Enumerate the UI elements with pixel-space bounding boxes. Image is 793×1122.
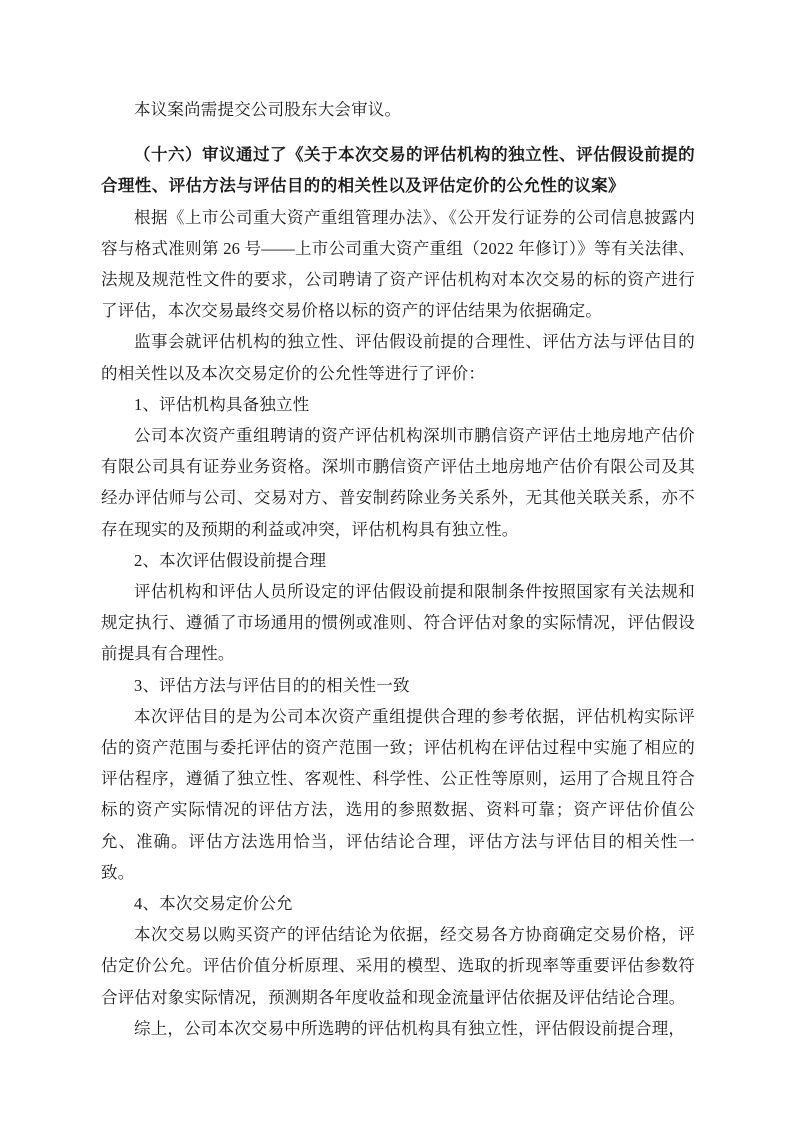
document-content <box>101 94 695 1044</box>
numbered-item: 1、评估机构具备独立性 <box>134 394 310 414</box>
section-heading: （十六）审议通过了《关于本次交易的评估机构的独立性、评估假设前提的合理性、评估方法与评估目的的相关性以及评估定价的公允性的议案》 <box>101 145 695 196</box>
paragraph: 综上，公司本次交易中所选聘的评估机构具有独立性，评估假设前提合理， <box>134 1018 686 1038</box>
paragraph: 本次评估目的是为公司本次资产重组提供合理的参考依据，评估机构实际评估的资产范围与委托评估的资产范围一致；评估机构在评估过程中实施了相应的评估程序，遵循了独立性、客观性、科学性、公正性等原则，运用了合规且符合标的资产实际情况的评估方法，选用的参照数据、资料可靠；资产评估价值公允、准确。评估方法选用恰当，评估结论合理，评估方法与评估目的相关性一致。 <box>101 706 695 882</box>
paragraph: 根据《上市公司重大资产重组管理办法》、《公开发行证券的公司信息披露内容与格式准则第 26 号——上市公司重大资产重组（2022 年修订）》等有关法律、法规及规范性文件的要求，公司聘请了资产评估机构对本次交易的标的资产进行了评估，本次交易最终交易价格以标的资产的评估结果为依据确定。 <box>101 207 695 321</box>
paragraph: 监事会就评估机构的独立性、评估假设前提的合理性、评估方法与评估目的的相关性以及本次交易定价的公允性等进行了评价： <box>101 332 695 383</box>
numbered-item: 4、本次交易定价公允 <box>134 894 293 914</box>
numbered-item: 3、评估方法与评估目的的相关性一致 <box>134 675 410 695</box>
numbered-item: 2、本次评估假设前提合理 <box>134 550 327 570</box>
paragraph: 评估机构和评估人员所设定的评估假设前提和限制条件按照国家有关法规和规定执行、遵循了市场通用的惯例或准则、符合评估对象的实际情况，评估假设前提具有合理性。 <box>101 582 695 664</box>
paragraph: 本议案尚需提交公司股东大会审议。 <box>134 100 402 119</box>
paragraph: 公司本次资产重组聘请的资产评估机构深圳市鹏信资产评估土地房地产估价有限公司具有证券业务资格。深圳市鹏信资产评估土地房地产估价有限公司及其经办评估师与公司、交易对方、普安制药除业务关系外，无其他关联关系，亦不存在现实的及预期的利益或冲突，评估机构具有独立性。 <box>101 426 695 539</box>
paragraph: 本次交易以购买资产的评估结论为依据，经交易各方协商确定交易价格，评估定价公允。评估价值分析原理、采用的模型、选取的折现率等重要评估参数符合评估对象实际情况，预测期各年度收益和现金流量评估依据及评估结论合理。 <box>101 925 695 1007</box>
